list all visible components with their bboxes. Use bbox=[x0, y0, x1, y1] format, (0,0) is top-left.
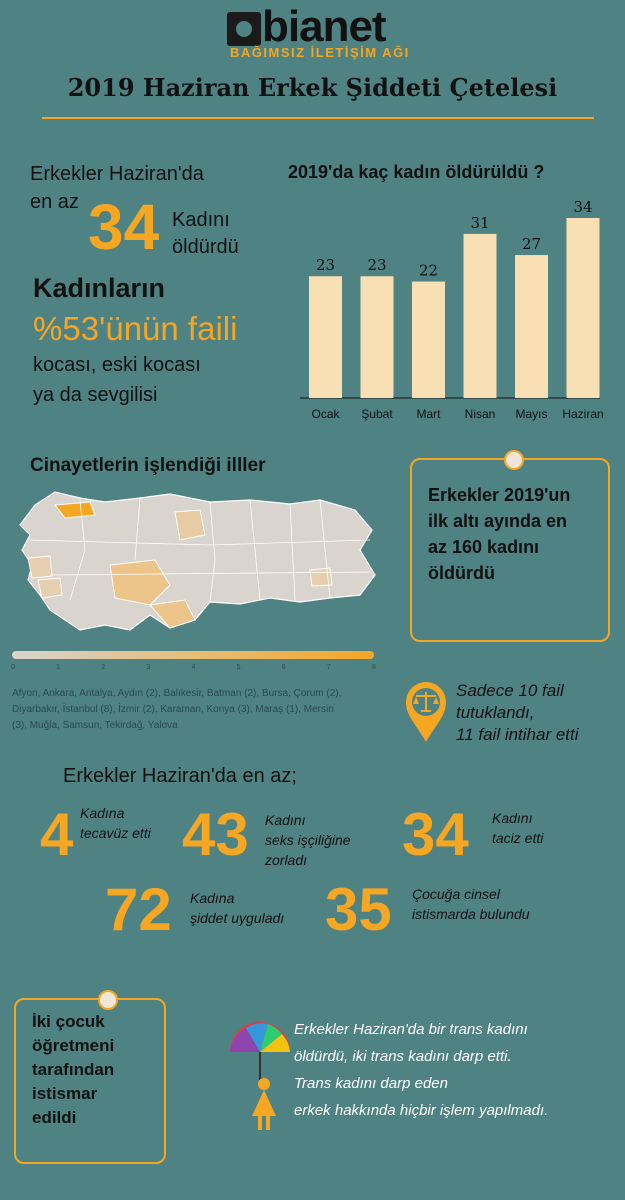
stat-violence-text bbox=[190, 888, 284, 928]
region-aydin bbox=[38, 578, 62, 598]
stat-line: Kadına bbox=[80, 805, 125, 821]
pushpin-icon bbox=[504, 450, 524, 470]
bar-chart bbox=[295, 190, 605, 430]
justice-line: tutuklandı, bbox=[456, 703, 535, 722]
stat-line: istismarda bulundu bbox=[412, 906, 530, 922]
note2-line: tarafından bbox=[32, 1060, 115, 1079]
region-corum bbox=[175, 510, 205, 540]
trans-text bbox=[294, 1016, 548, 1124]
stat-line: tecavüz etti bbox=[80, 825, 151, 841]
stat-rape-number: 4 bbox=[40, 801, 74, 868]
stat-line: şiddet uyguladı bbox=[190, 910, 285, 926]
summary-count-label2: öldürdü bbox=[172, 236, 239, 258]
trans-line: Erkekler Haziran'da bir trans kadını bbox=[294, 1021, 528, 1038]
stat-line: Kadına bbox=[190, 890, 235, 906]
perp-line1: kocası, eski kocası bbox=[33, 354, 201, 376]
stat-line: zorladı bbox=[265, 852, 308, 868]
scale-tick-label: 3 bbox=[146, 664, 151, 671]
trans-line: erkek hakkında hiçbir işlem yapılmadı. bbox=[294, 1102, 549, 1119]
stat-sexwork-text bbox=[265, 810, 351, 870]
stat-line: taciz etti bbox=[492, 830, 544, 846]
stat-line: Kadını bbox=[265, 812, 306, 828]
scale-tick-label: 6 bbox=[281, 664, 286, 671]
note1-line: az 160 kadını bbox=[428, 537, 540, 557]
pushpin-icon bbox=[98, 990, 118, 1010]
scale-tick-label: 5 bbox=[236, 664, 241, 671]
note2-line: edildi bbox=[32, 1108, 77, 1127]
scales-pin-icon bbox=[402, 680, 450, 744]
data-label: 23 bbox=[367, 256, 387, 275]
stat-rape-text bbox=[80, 803, 151, 843]
note2-line: istismar bbox=[32, 1084, 98, 1103]
cities-line: Afyon, Ankara, Antalya, Aydın (2), Balıkesir, Batman (2), Bursa, Çorum (2), bbox=[12, 688, 342, 699]
justice-text bbox=[456, 680, 579, 746]
turkey-map bbox=[10, 480, 380, 650]
scale-tick-label: 1 bbox=[56, 664, 61, 671]
data-label: 23 bbox=[315, 256, 336, 275]
stat-child-abuse-text bbox=[412, 884, 530, 924]
trans-line: öldürdü, iki trans kadını darp etti. bbox=[294, 1048, 512, 1065]
category-label: Haziran bbox=[562, 407, 604, 421]
scale-tick-label: 7 bbox=[326, 664, 331, 671]
category-label: Mart bbox=[416, 407, 441, 421]
logo: bianet bbox=[262, 2, 386, 51]
map-color-scale bbox=[12, 651, 374, 659]
note1-line: öldürdü bbox=[428, 563, 495, 583]
data-label: 31 bbox=[470, 213, 490, 232]
perp-line2: ya da sevgilisi bbox=[33, 384, 158, 406]
stat-child-abuse-number: 35 bbox=[325, 876, 392, 943]
category-label: Ocak bbox=[311, 407, 340, 421]
stat-harass-text bbox=[492, 808, 543, 848]
logo-tagline: BAĞIMSIZ İLETİŞİM AĞI bbox=[230, 45, 410, 60]
bar-Şubat bbox=[361, 276, 394, 398]
data-label: 22 bbox=[418, 261, 439, 280]
trans-line: Trans kadını darp eden bbox=[294, 1075, 448, 1092]
umbrella-person-icon bbox=[222, 1012, 294, 1132]
note1-line: ilk altı ayında en bbox=[428, 511, 568, 531]
scale-tick-label: 0 bbox=[11, 664, 15, 671]
data-label: 34 bbox=[573, 198, 593, 216]
map-title: Cinayetlerin işlendiği illler bbox=[30, 455, 266, 476]
stat-harass-number: 34 bbox=[402, 801, 469, 868]
stat-sexwork-number: 43 bbox=[182, 801, 249, 868]
note-card-total bbox=[410, 458, 610, 642]
bar-Haziran bbox=[567, 218, 600, 398]
bar-Ocak bbox=[309, 276, 342, 398]
june-heading: Erkekler Haziran'da en az; bbox=[63, 765, 297, 787]
summary-line1: Erkekler Haziran'da bbox=[30, 163, 204, 185]
stat-line: Çocuğa cinsel bbox=[412, 886, 500, 902]
scale-tick-label: 2 bbox=[101, 664, 106, 671]
category-label: Şubat bbox=[361, 407, 393, 421]
stat-line: Kadını bbox=[492, 810, 533, 826]
title-divider bbox=[42, 117, 594, 119]
note2-line: İki çocuk bbox=[32, 1012, 105, 1031]
bar-Mayıs bbox=[515, 255, 548, 398]
logo-mark-icon bbox=[227, 12, 261, 46]
data-label: 27 bbox=[521, 235, 542, 254]
percent-perpetrator: %53'ünün faili bbox=[33, 310, 238, 347]
region-izmir bbox=[28, 556, 52, 578]
cities-line: (3), Muğla, Samsun, Tekirdağ, Yalova bbox=[12, 720, 178, 731]
note-card-teacher bbox=[14, 998, 166, 1164]
chart-title: 2019'da kaç kadın öldürüldü ? bbox=[288, 162, 545, 182]
summary-count-label1: Kadını bbox=[172, 209, 230, 231]
justice-line: Sadece 10 fail bbox=[456, 681, 564, 700]
note2-text bbox=[32, 1010, 114, 1130]
cities-list bbox=[12, 686, 377, 734]
bar-Mart bbox=[412, 282, 445, 398]
scale-tick-label: 8 bbox=[372, 664, 376, 671]
stat-line: seks işçiliğine bbox=[265, 832, 351, 848]
justice-line: 11 fail intihar etti bbox=[456, 725, 579, 744]
note1-line: Erkekler 2019'un bbox=[428, 485, 571, 505]
stat-violence-number: 72 bbox=[105, 876, 172, 943]
category-label: Nisan bbox=[464, 407, 496, 421]
cities-line: Diyarbakır, İstanbul (8), İzmir (2), Karaman, Konya (3), Maraş (1), Mersin bbox=[12, 704, 334, 715]
note1-text bbox=[428, 482, 570, 586]
bar-Nisan bbox=[464, 234, 497, 398]
women-of-label: Kadınların bbox=[33, 273, 166, 303]
summary-count: 34 bbox=[88, 191, 160, 263]
summary-line2: en az bbox=[30, 191, 79, 213]
scale-tick-label: 4 bbox=[191, 664, 196, 671]
category-label: Mayıs bbox=[515, 407, 548, 421]
note2-line: öğretmeni bbox=[32, 1036, 115, 1055]
page-title: 2019 Haziran Erkek Şiddeti Çetelesi bbox=[67, 73, 558, 102]
